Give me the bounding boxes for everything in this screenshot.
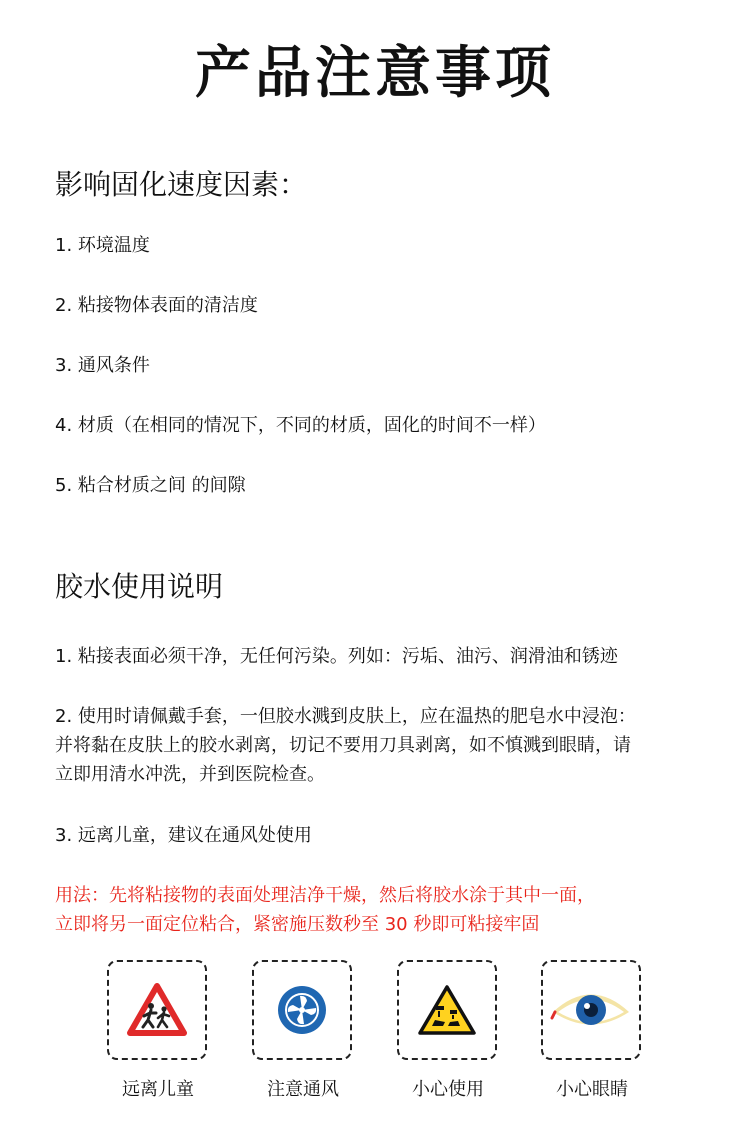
- instruction-line: 并将黏在皮肤上的胶水剥离，切记不要用刀具剥离，如不慎溅到眼睛，请: [55, 735, 631, 756]
- instruction-item: 1. 粘接表面必须干净，无任何污染。列如：污垢、油污、润滑油和锈迹: [55, 646, 618, 667]
- eye-box: [541, 960, 641, 1060]
- instruction-item: 3. 远离儿童，建议在通风处使用: [55, 825, 312, 846]
- corrosive-box: [397, 960, 497, 1060]
- usage-line: 用法：先将粘接物的表面处理洁净干燥，然后将胶水涂于其中一面，: [55, 885, 595, 906]
- warning-icons-row: [0, 960, 750, 1110]
- factors-heading: 影响固化速度因素：: [55, 168, 308, 201]
- icon-label: 小心眼睛: [556, 1079, 628, 1100]
- page-title: 产品注意事项: [195, 41, 555, 106]
- icon-label: 注意通风: [267, 1079, 339, 1100]
- ventilation-fan-icon: [276, 984, 328, 1036]
- corrosive-hazard-icon: [417, 984, 477, 1036]
- instruction-line: 2. 使用时请佩戴手套，一但胶水溅到皮肤上，应在温热的肥皂水中浸泡：: [55, 706, 636, 727]
- instruction-line: 立即用清水冲洗，并到医院检查。: [55, 764, 325, 785]
- ventilation-box: [252, 960, 352, 1060]
- instructions-heading: 胶水使用说明: [55, 570, 224, 603]
- icon-label: 小心使用: [412, 1079, 484, 1100]
- factor-item: 5. 粘合材质之间 的间隙: [55, 475, 246, 496]
- children-warning-icon: [127, 983, 187, 1037]
- factor-item: 3. 通风条件: [55, 355, 150, 376]
- eye-icon: [550, 985, 632, 1035]
- icon-label: 远离儿童: [122, 1079, 194, 1100]
- usage-line: 立即将另一面定位粘合，紧密施压数秒至 30 秒即可粘接牢固: [55, 914, 540, 935]
- factor-item: 1. 环境温度: [55, 235, 150, 256]
- instruction-item: [55, 702, 705, 789]
- factor-item: 2. 粘接物体表面的清洁度: [55, 295, 258, 316]
- children-warning-box: [107, 960, 207, 1060]
- factor-item: 4. 材质（在相同的情况下，不同的材质，固化的时间不一样）: [55, 415, 546, 436]
- usage-note: [55, 881, 705, 939]
